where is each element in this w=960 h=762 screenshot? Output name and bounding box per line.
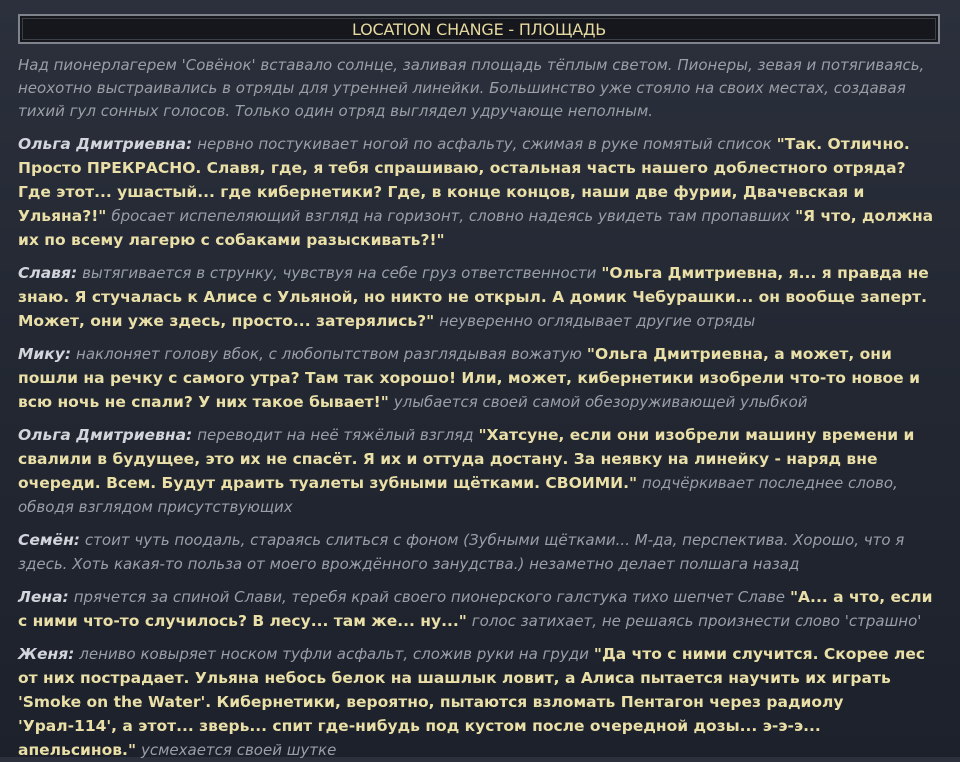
speech-text: "А... а что, если с ними что-то случилось? В лесу... там же... ну..." <box>18 588 933 630</box>
dialogue-entry <box>18 132 942 252</box>
dialogue-entry <box>18 528 942 576</box>
action-text: вытягивается в струнку, чувствуя на себе груз ответственности <box>82 264 597 282</box>
action-text: голос затихает, не решаясь произнести слово 'страшно' <box>471 612 922 630</box>
dialogue-entry <box>18 261 942 333</box>
location-title: LOCATION CHANGE - ПЛОЩАДЬ <box>351 19 607 39</box>
speech-text: "Ольга Дмитриевна, а может, они пошли на речку с самого утра? Там так хорошо! Или, может, кибернетики изобрели что-то новое и всю ночь не спали? У них такое бывает!" <box>18 345 920 411</box>
speech-text: "Ольга Дмитриевна, я... я правда не знаю. Я стучалась к Алисе с Ульяной, но никто не открыл. А домик Чебурашки... он вообще заперт. Может, они уже здесь, просто... затерялись?" <box>18 264 929 330</box>
dialogue-entry <box>18 342 942 414</box>
action-text: прячется за спиной Слави, теребя край своего пионерского галстука тихо шепчет Славе <box>73 588 786 606</box>
speech-text: "Так. Отлично. Просто ПРЕКРАСНО. Славя, где, я тебя спрашиваю, остальная часть нашего доблестного отряда? Где этот... ушастый... где кибернетики? Где, в конце концов, наши две фурии, Двачевская и Ульяна?!" <box>18 135 910 225</box>
action-text: усмехается своей шутке <box>140 741 337 759</box>
speech-text: "Да что с ними случится. Скорее лес от них пострадает. Ульяна небось белок на шашлык ловит, а Алиса пытается научить их играть 'Smoke on the Water'. Кибернетики, вероятно, пытаются взломать Пентагон через радиолу 'Урал-114', а этот... зверь... спит где-нибудь под кустом после очередной дозы... э-э-э... апельсинов." <box>18 645 926 759</box>
speech-text: "Хатсуне, если они изобрели машину времени и свалили в будущее, это их не спасёт. Я их и оттуда достану. За неявку на линейку - наряд вне очереди. Всем. Будут драить туалеты зубными щётками. СВОИМИ." <box>18 426 915 492</box>
action-text: стоит чуть поодаль, стараясь слиться с фоном (Зубными щётками... М-да, перспектива. Хорошо, что я здесь. Хоть какая-то польза от моего врождённого занудства.) незаметно делает полшага назад <box>18 531 905 573</box>
location-banner <box>18 14 940 44</box>
action-text: наклоняет голову вбок, с любопытством разглядывая вожатую <box>76 345 582 363</box>
action-text: подчёркивает последнее слово, обводя взглядом присутствующих <box>18 474 898 516</box>
dialogue-entry <box>18 642 942 762</box>
speaker-name: Мику: <box>18 345 72 363</box>
action-text: неуверенно оглядывает другие отряды <box>439 312 756 330</box>
speaker-name: Женя: <box>18 645 75 663</box>
narration-text: Над пионерлагерем 'Совёнок' вставало солнце, заливая площадь тёплым светом. Пионеры, зевая и потягиваясь, неохотно выстраивались в отряды для утренней линейки. Большинство уже стояло на своих местах, создавая тихий гул сонных голосов. Только один отряд выглядел удручающе неполным. <box>18 56 925 120</box>
speaker-name: Ольга Дмитриевна: <box>18 426 193 444</box>
action-text: улыбается своей самой обезоруживающей улыбкой <box>393 393 808 411</box>
action-text: бросает испепеляющий взгляд на горизонт, словно надеясь увидеть там пропавших <box>111 207 791 225</box>
speech-text: "Я что, должна их по всему лагерю с собаками разыскивать?!" <box>18 207 934 249</box>
dialogue-entry <box>18 423 942 519</box>
speaker-name: Славя: <box>18 264 78 282</box>
action-text: переводит на неё тяжёлый взгляд <box>197 426 474 444</box>
dialogue-entry <box>18 585 942 633</box>
speaker-name: Лена: <box>18 588 69 606</box>
speaker-name: Семён: <box>18 531 80 549</box>
speaker-name: Ольга Дмитриевна: <box>18 135 193 153</box>
action-text: лениво ковыряет носком туфли асфальт, сложив руки на груди <box>79 645 589 663</box>
action-text: нервно постукивает ногой по асфальту, сжимая в руке помятый список <box>197 135 772 153</box>
